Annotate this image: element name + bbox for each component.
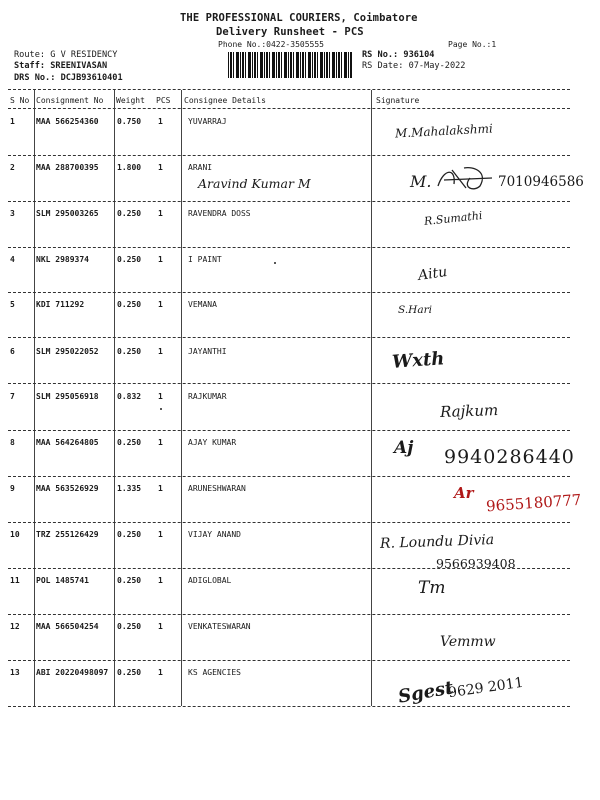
row-signature: Rajkum <box>439 400 499 422</box>
row-consignment: POL 1485741 <box>36 576 89 585</box>
row-sno: 3 <box>10 209 15 218</box>
row-sno: 10 <box>10 530 20 539</box>
row-sno: 7 <box>10 392 15 401</box>
row-signature: M. <box>410 172 432 191</box>
header-divider-bottom <box>8 108 570 109</box>
row-pcs: 1 <box>158 255 163 264</box>
row-divider <box>8 706 570 707</box>
row-signature: M.Mahalakshmi <box>394 121 494 141</box>
row-weight: 0.250 <box>117 530 142 539</box>
row-handwritten-note: Aravind Kumar M <box>198 176 311 191</box>
row-signature: R. Loundu Divia <box>379 532 495 552</box>
row-consignee: ARANI <box>188 163 213 172</box>
row-divider <box>8 383 570 384</box>
row-weight: 0.250 <box>117 668 142 677</box>
row-weight: 0.250 <box>117 209 142 218</box>
row-signature: Aj <box>394 438 414 458</box>
row-consignee: VEMANA <box>188 300 217 309</box>
row-divider <box>8 568 570 569</box>
row-consignee: AJAY KUMAR <box>188 438 237 447</box>
page-number: Page No.:1 <box>448 40 497 49</box>
row-sno: 11 <box>10 576 20 585</box>
row-pcs: 1 <box>158 347 163 356</box>
row-consignment: KDI 711292 <box>36 300 85 309</box>
row-sno: 4 <box>10 255 15 264</box>
row-consignee: ADIGLOBAL <box>188 576 232 585</box>
row-signature: Wxth <box>391 348 446 373</box>
row-divider <box>8 155 570 156</box>
scan-speck <box>160 408 162 410</box>
row-sno: 12 <box>10 622 20 631</box>
row-pcs: 1 <box>158 117 163 126</box>
row-consignment: MAA 566504254 <box>36 622 99 631</box>
row-consignment: SLM 295003265 <box>36 209 99 218</box>
row-divider <box>8 430 570 431</box>
row-consignment: MAA 566254360 <box>36 117 99 126</box>
row-phone: 9566939408 <box>436 556 516 571</box>
row-consignee: I PAINT <box>188 255 222 264</box>
row-signature: R.Sumathi <box>423 208 483 229</box>
phone-number: Phone No.:0422-3505555 <box>218 40 324 49</box>
row-phone: 9629 2011 <box>447 674 525 702</box>
row-pcs: 1 <box>158 576 163 585</box>
row-weight: 0.832 <box>117 392 142 401</box>
row-signature: Sgest <box>396 677 455 708</box>
company-name: THE PROFESSIONAL COURIERS, Coimbatore <box>180 12 418 24</box>
signature-scribble <box>434 164 498 194</box>
row-consignee: RAJKUMAR <box>188 392 227 401</box>
rs-number: RS No.: 936104 <box>362 50 435 60</box>
row-signature: Vemmw <box>440 634 496 650</box>
row-sno: 9 <box>10 484 15 493</box>
col-header-sno: S No <box>10 96 30 105</box>
row-phone: 9940286440 <box>444 446 575 468</box>
row-pcs: 1 <box>158 209 163 218</box>
col-header-signature: Signature <box>376 96 420 105</box>
row-divider <box>8 247 570 248</box>
staff-name: Staff: SREENIVASAN <box>14 61 108 71</box>
scan-speck <box>274 262 276 264</box>
document-title: Delivery Runsheet - PCS <box>216 26 364 38</box>
row-consignment: ABI 20220498097 <box>36 668 109 677</box>
row-divider <box>8 522 570 523</box>
row-divider <box>8 201 570 202</box>
row-divider <box>8 337 570 338</box>
row-weight: 0.250 <box>117 347 142 356</box>
row-signature: Ar <box>454 484 474 502</box>
row-weight: 0.750 <box>117 117 142 126</box>
row-weight: 0.250 <box>117 438 142 447</box>
row-consignment: MAA 288700395 <box>36 163 99 172</box>
row-consignment: MAA 563526929 <box>36 484 99 493</box>
rs-date: RS Date: 07-May-2022 <box>362 61 466 71</box>
row-pcs: 1 <box>158 668 163 677</box>
header-divider-top <box>8 89 570 90</box>
row-pcs: 1 <box>158 300 163 309</box>
row-pcs: 1 <box>158 392 163 401</box>
row-pcs: 1 <box>158 484 163 493</box>
row-sno: 6 <box>10 347 15 356</box>
row-consignee: YUVARRAJ <box>188 117 227 126</box>
barcode-image <box>228 52 352 78</box>
row-divider <box>8 292 570 293</box>
row-divider <box>8 660 570 661</box>
row-consignee: JAYANTHI <box>188 347 227 356</box>
row-consignment: SLM 295022052 <box>36 347 99 356</box>
row-signature: Aitu <box>417 264 449 284</box>
row-consignee: KS AGENCIES <box>188 668 241 677</box>
route: Route: G V RESIDENCY <box>14 50 118 60</box>
row-pcs: 1 <box>158 622 163 631</box>
drs-number: DRS No.: DCJB93610401 <box>14 73 123 83</box>
row-weight: 0.250 <box>117 255 142 264</box>
row-weight: 0.250 <box>117 622 142 631</box>
row-consignee: RAVENDRA DOSS <box>188 209 251 218</box>
col-header-pcs: PCS <box>156 96 171 105</box>
row-sno: 8 <box>10 438 15 447</box>
col-header-consignee: Consignee Details <box>184 96 266 105</box>
row-phone: 7010946586 <box>498 174 584 190</box>
row-weight: 1.800 <box>117 163 142 172</box>
row-signature: Tm <box>418 578 446 598</box>
col-header-consignment: Consignment No <box>36 96 104 105</box>
row-weight: 1.335 <box>117 484 142 493</box>
row-weight: 0.250 <box>117 300 142 309</box>
row-weight: 0.250 <box>117 576 142 585</box>
row-consignee: VIJAY ANAND <box>188 530 241 539</box>
row-sno: 1 <box>10 117 15 126</box>
row-consignee: ARUNESHWARAN <box>188 484 246 493</box>
row-divider <box>8 476 570 477</box>
row-consignment: TRZ 255126429 <box>36 530 99 539</box>
row-phone: 9655180777 <box>485 490 582 516</box>
row-signature: S.Hari <box>398 304 432 316</box>
row-sno: 5 <box>10 300 15 309</box>
row-sno: 2 <box>10 163 15 172</box>
col-header-weight: Weight <box>116 96 145 105</box>
row-consignee: VENKATESWARAN <box>188 622 251 631</box>
row-pcs: 1 <box>158 163 163 172</box>
row-consignment: NKL 2989374 <box>36 255 89 264</box>
row-sno: 13 <box>10 668 20 677</box>
row-pcs: 1 <box>158 438 163 447</box>
row-consignment: SLM 295056918 <box>36 392 99 401</box>
row-divider <box>8 614 570 615</box>
row-consignment: MAA 564264805 <box>36 438 99 447</box>
row-pcs: 1 <box>158 530 163 539</box>
